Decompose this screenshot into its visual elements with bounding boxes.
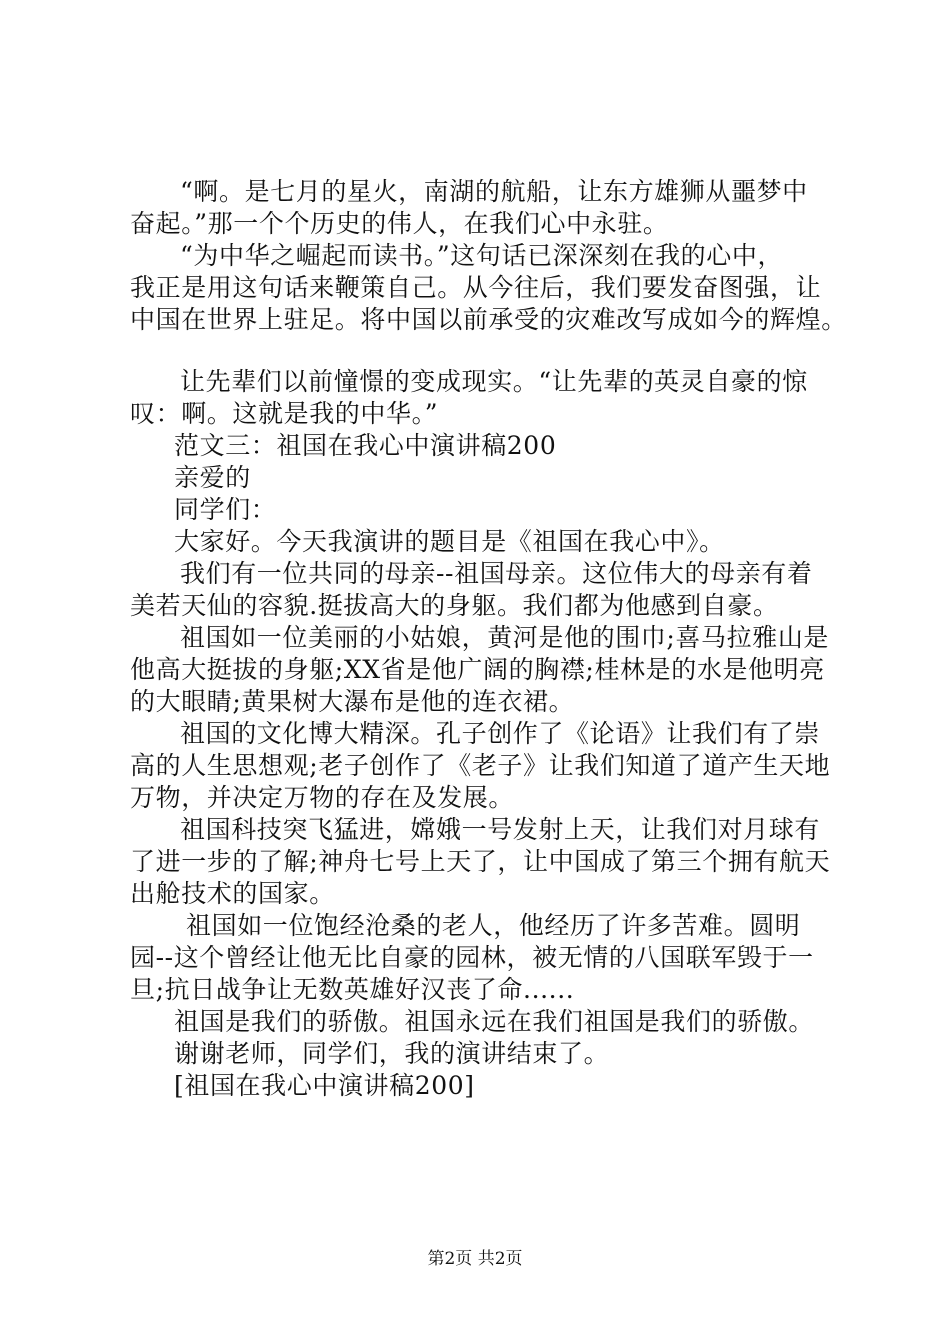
text-line: 祖国如一位美丽的小姑娘，黄河是他的围巾;喜马拉雅山是 [180, 623, 830, 652]
text-line: 叹：啊。这就是我的中华。” [130, 399, 439, 428]
text-line: “啊。是七月的星火，南湖的航船，让东方雄狮从噩梦中 [180, 177, 808, 206]
text-line: 中国在世界上驻足。将中国以前承受的灾难改写成如今的辉煌。 [130, 305, 847, 334]
text-line: 我正是用这句话来鞭策自己。从今往后，我们要发奋图强，让 [130, 273, 822, 302]
text-line: 祖国是我们的骄傲。祖国永远在我们祖国是我们的骄傲。 [174, 1007, 815, 1036]
text-line: 我们有一位共同的母亲--祖国母亲。这位伟大的母亲有着 [180, 559, 813, 588]
document-body [130, 176, 850, 1102]
text-line: “为中华之崛起而读书。”这句话已深深刻在我的心中， [180, 241, 784, 270]
text-line: 了进一步的了解;神舟七号上天了，让中国成了第三个拥有航天 [130, 847, 831, 876]
text-line: 大家好。今天我演讲的题目是《祖国在我心中》。 [174, 527, 725, 556]
text-line: 亲爱的 [174, 463, 251, 492]
paragraph-gap [130, 336, 850, 366]
text-line: 同学们： [174, 495, 277, 524]
text-line: 万物，并决定万物的存在及发展。 [130, 783, 515, 812]
text-line: 祖国如一位饱经沧桑的老人，他经历了许多苦难。圆明 [186, 911, 801, 940]
section-heading: 范文三：祖国在我心中演讲稿200 [174, 431, 557, 460]
text-line: 让先辈们以前憧憬的变成现实。“让先辈的英灵自豪的惊 [180, 367, 808, 396]
text-line: 他高大挺拔的身躯;XX省是他广阔的胸襟;桂林是的水是他明亮 [130, 655, 825, 684]
text-line: 旦;抗日战争让无数英雄好汉丧了命...... [130, 975, 575, 1004]
page-footer: 第2页 共2页 [427, 1249, 523, 1269]
text-line: 谢谢老师，同学们，我的演讲结束了。 [174, 1039, 610, 1068]
text-line: 奋起。”那一个个历史的伟人，在我们心中永驻。 [130, 209, 669, 238]
text-line: 出舱技术的国家。 [130, 879, 335, 908]
text-line: 园--这个曾经让他无比自豪的园林，被无情的八国联军毁于一 [130, 943, 814, 972]
text-line: 的大眼睛;黄果树大瀑布是他的连衣裙。 [130, 687, 575, 716]
text-line: 祖国的文化博大精深。孔子创作了《论语》让我们有了崇 [180, 719, 821, 748]
document-title-bracket: [祖国在我心中演讲稿200] [174, 1071, 475, 1100]
text-line: 高的人生思想观;老子创作了《老子》让我们知道了道产生天地 [130, 751, 831, 780]
text-line: 美若天仙的容貌.挺拔高大的身躯。我们都为他感到自豪。 [130, 591, 779, 620]
text-line: 祖国科技突飞猛进，嫦娥一号发射上天，让我们对月球有 [180, 815, 821, 844]
